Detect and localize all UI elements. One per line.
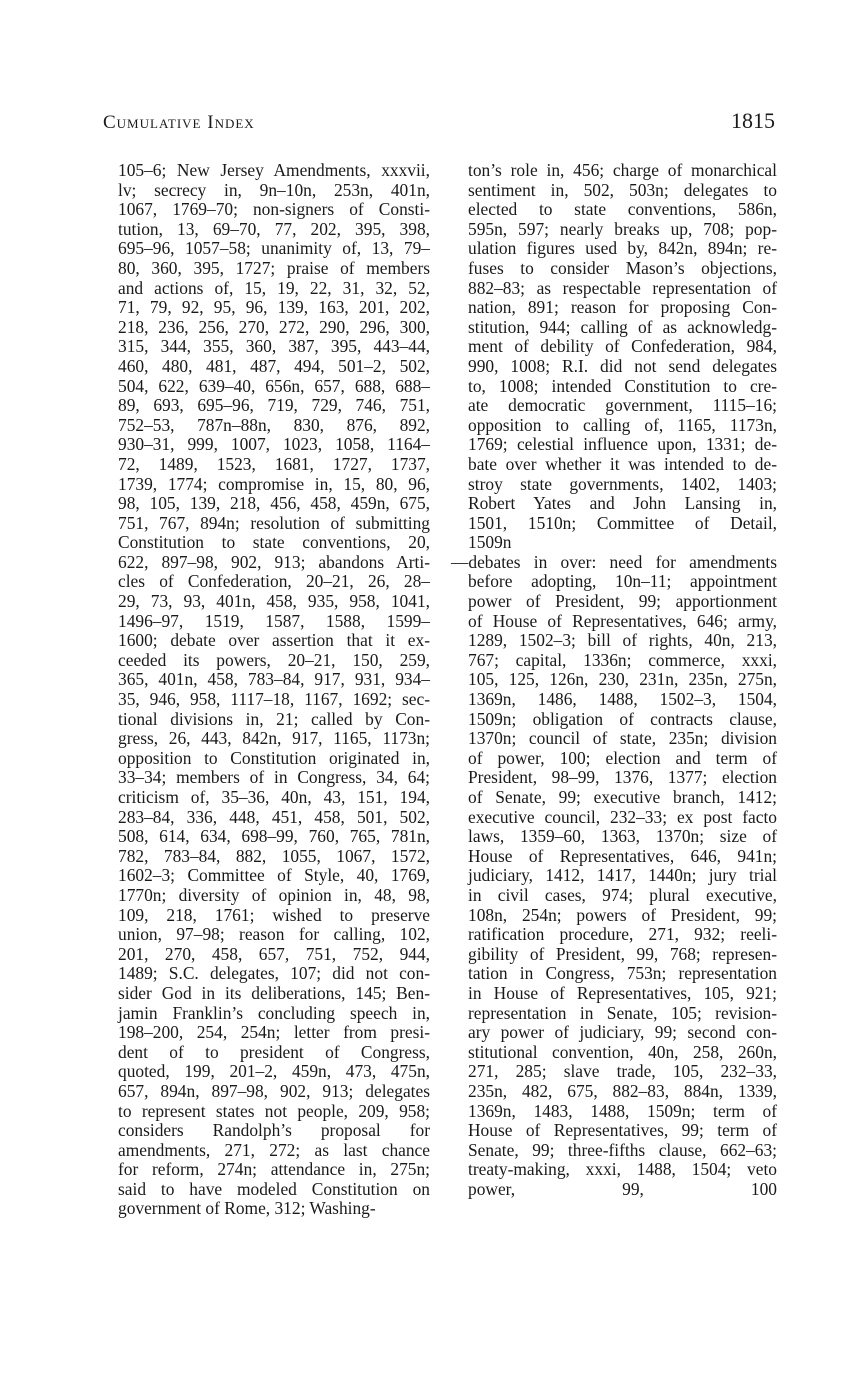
index-line: treaty-making, xxxi, 1488, 1504; veto	[468, 1159, 777, 1180]
index-line: 1370n; council of state, 235n; division	[468, 728, 777, 749]
index-line: 218, 236, 256, 270, 272, 290, 296, 300,	[118, 316, 430, 337]
index-line: and actions of, 15, 19, 22, 31, 32, 52,	[118, 277, 430, 298]
index-line: 315, 344, 355, 360, 387, 395, 443–44,	[118, 336, 430, 357]
page-number: 1815	[731, 108, 775, 133]
index-line: union, 97–98; reason for calling, 102,	[118, 924, 430, 945]
index-line: 98, 105, 139, 218, 456, 458, 459n, 675,	[118, 493, 430, 514]
index-line: 782, 783–84, 882, 1055, 1067, 1572,	[118, 845, 430, 866]
index-line: Senate, 99; three-fifths clause, 662–63;	[468, 1139, 777, 1160]
index-line: 198–200, 254, 254n; letter from presi-	[118, 1022, 430, 1043]
index-line: representation in Senate, 105; revision-	[468, 1002, 777, 1023]
index-line: 751, 767, 894n; resolution of submitting	[118, 512, 430, 533]
index-line: ceeded its powers, 20–21, 150, 259,	[118, 649, 430, 670]
index-line: ate democratic government, 1115–16;	[468, 395, 777, 416]
index-line: dent of to president of Congress,	[118, 1041, 430, 1062]
index-line: bate over whether it was intended to de-	[468, 453, 777, 474]
index-line: amendments, 271, 272; as last chance	[118, 1139, 430, 1160]
index-line: 460, 480, 481, 487, 494, 501–2, 502,	[118, 355, 430, 376]
index-line: 1769; celestial influence upon, 1331; de-	[468, 434, 777, 455]
index-line: 105, 125, 126n, 230, 231n, 235n, 275n,	[468, 669, 777, 690]
index-line: 283–84, 336, 448, 451, 458, 501, 502,	[118, 806, 430, 827]
index-line: gibility of President, 99, 768; represen-	[468, 943, 777, 964]
index-line: 1501, 1510n; Committee of Detail,	[468, 512, 777, 533]
index-line: 504, 622, 639–40, 656n, 657, 688, 688–	[118, 375, 430, 396]
index-line: for reform, 274n; attendance in, 275n;	[118, 1159, 430, 1180]
index-line: 201, 270, 458, 657, 751, 752, 944,	[118, 943, 430, 964]
index-line: to, 1008; intended Constitution to cre-	[468, 375, 777, 396]
index-line: in House of Representatives, 105, 921;	[468, 982, 777, 1003]
index-line: fuses to consider Mason’s objections,	[468, 257, 777, 278]
index-line: 1289, 1502–3; bill of rights, 40n, 213,	[468, 630, 777, 651]
index-line: 882–83; as respectable representation of	[468, 277, 777, 298]
index-line: power, 99, 100	[468, 1178, 777, 1199]
index-line: 657, 894n, 897–98, 902, 913; delegates	[118, 1080, 430, 1101]
index-line: tution, 13, 69–70, 77, 202, 395, 398,	[118, 218, 430, 239]
index-line: opposition to Constitution originated in,	[118, 747, 430, 768]
index-line: 1739, 1774; compromise in, 15, 80, 96,	[118, 473, 430, 494]
running-title: Cumulative Index	[103, 112, 255, 133]
index-line: 1770n; diversity of opinion in, 48, 98,	[118, 884, 430, 905]
index-line: stitutional convention, 40n, 258, 260n,	[468, 1041, 777, 1062]
index-line: 33–34; members of in Congress, 34, 64;	[118, 767, 430, 788]
index-line: —debates in over: need for amendments	[451, 551, 777, 572]
index-line: 1067, 1769–70; non-signers of Consti-	[118, 199, 430, 220]
index-line: criticism of, 35–36, 40n, 43, 151, 194,	[118, 787, 430, 807]
index-line: 1509n; obligation of contracts clause,	[468, 708, 777, 729]
index-column-left	[118, 161, 430, 1219]
index-line: Constitution to state conventions, 20,	[118, 532, 430, 553]
index-line: 1369n, 1483, 1488, 1509n; term of	[468, 1100, 777, 1121]
index-line: 1496–97, 1519, 1587, 1588, 1599–	[118, 610, 430, 631]
index-line: 89, 693, 695–96, 719, 729, 746, 751,	[118, 395, 430, 416]
index-line: 365, 401n, 458, 783–84, 917, 931, 934–	[118, 669, 430, 690]
index-line: 930–31, 999, 1007, 1023, 1058, 1164–	[118, 434, 430, 455]
index-line: nation, 891; reason for proposing Con-	[468, 297, 777, 318]
index-line: of power, 100; election and term of	[468, 747, 777, 768]
index-line: 35, 946, 958, 1117–18, 1167, 1692; sec-	[118, 689, 430, 710]
index-line: ary power of judiciary, 99; second con-	[468, 1022, 777, 1043]
index-line: sentiment in, 502, 503n; delegates to	[468, 179, 777, 200]
index-line: House of Representatives, 646, 941n;	[468, 845, 777, 866]
index-line: elected to state conventions, 586n,	[468, 199, 777, 220]
index-line: 695–96, 1057–58; unanimity of, 13, 79–	[118, 238, 430, 259]
index-line: 235n, 482, 675, 882–83, 884n, 1339,	[468, 1080, 777, 1101]
index-line: 1600; debate over assertion that it ex-	[118, 630, 430, 651]
index-line: 752–53, 787n–88n, 830, 876, 892,	[118, 414, 430, 435]
index-line: judiciary, 1412, 1417, 1440n; jury trial	[468, 865, 777, 886]
index-line: power of President, 99; apportionment	[468, 591, 777, 612]
index-line: 80, 360, 395, 1727; praise of members	[118, 257, 430, 278]
index-line: 29, 73, 93, 401n, 458, 935, 958, 1041,	[118, 591, 430, 612]
index-line: 767; capital, 1336n; commerce, xxxi,	[468, 649, 777, 670]
index-line: Robert Yates and John Lansing in,	[468, 493, 777, 514]
index-line: considers Randolph’s proposal for	[118, 1120, 430, 1141]
running-head	[103, 108, 775, 142]
index-line: lv; secrecy in, 9n–10n, 253n, 401n,	[118, 179, 430, 200]
index-line: jamin Franklin’s concluding speech in,	[118, 1002, 430, 1023]
index-line: 1602–3; Committee of Style, 40, 1769,	[118, 865, 430, 886]
index-line: said to have modeled Constitution on	[118, 1178, 430, 1199]
index-line: 1509n	[468, 532, 512, 553]
index-line: of House of Representatives, 646; army,	[468, 610, 777, 631]
index-line: executive council, 232–33; ex post facto	[468, 806, 777, 827]
index-line: tation in Congress, 753n; representation	[468, 963, 777, 984]
index-line: 508, 614, 634, 698–99, 760, 765, 781n,	[118, 826, 430, 847]
index-line: 72, 1489, 1523, 1681, 1727, 1737,	[118, 453, 430, 474]
index-line: ratification procedure, 271, 932; reeli-	[468, 924, 777, 945]
index-line: 1369n, 1486, 1488, 1502–3, 1504,	[468, 689, 777, 710]
index-line: gress, 26, 443, 842n, 917, 1165, 1173n;	[118, 728, 430, 749]
index-line: 105–6; New Jersey Amendments, xxxvii,	[118, 160, 430, 180]
index-line: government of Rome, 312; Washing-	[118, 1198, 376, 1219]
index-line: 108n, 254n; powers of President, 99;	[468, 904, 777, 925]
index-line: to represent states not people, 209, 958;	[118, 1100, 430, 1121]
index-line: cles of Confederation, 20–21, 26, 28–	[118, 571, 430, 592]
index-line: President, 98–99, 1376, 1377; election	[468, 767, 777, 788]
index-line: stroy state governments, 1402, 1403;	[468, 473, 777, 494]
index-line: 595n, 597; nearly breaks up, 708; pop-	[468, 218, 777, 239]
index-line: stitution, 944; calling of as acknowledg-	[468, 316, 777, 337]
index-line: 71, 79, 92, 95, 96, 139, 163, 201, 202,	[118, 297, 430, 318]
index-line: ulation figures used by, 842n, 894n; re-	[468, 238, 777, 259]
index-line: sider God in its deliberations, 145; Ben-	[118, 982, 430, 1003]
index-line: 1489; S.C. delegates, 107; did not con-	[118, 963, 430, 984]
index-column-right	[451, 161, 777, 1199]
index-line: tional divisions in, 21; called by Con-	[118, 708, 430, 729]
index-line: ment of debility of Confederation, 984,	[468, 336, 777, 357]
index-line: laws, 1359–60, 1363, 1370n; size of	[468, 826, 777, 847]
index-line: 271, 285; slave trade, 105, 232–33,	[468, 1061, 777, 1082]
index-line: 622, 897–98, 902, 913; abandons Arti-	[118, 551, 430, 572]
index-line: in civil cases, 974; plural executive,	[468, 884, 777, 905]
index-line: quoted, 199, 201–2, 459n, 473, 475n,	[118, 1061, 430, 1082]
index-line: House of Representatives, 99; term of	[468, 1120, 777, 1141]
index-line: 990, 1008; R.I. did not send delegates	[468, 355, 777, 376]
index-line: 109, 218, 1761; wished to preserve	[118, 904, 430, 925]
index-line: of Senate, 99; executive branch, 1412;	[468, 787, 777, 807]
index-line: ton’s role in, 456; charge of monarchical	[468, 160, 777, 180]
index-line: opposition to calling of, 1165, 1173n,	[468, 414, 777, 435]
index-line: before adopting, 10n–11; appointment	[468, 571, 777, 592]
